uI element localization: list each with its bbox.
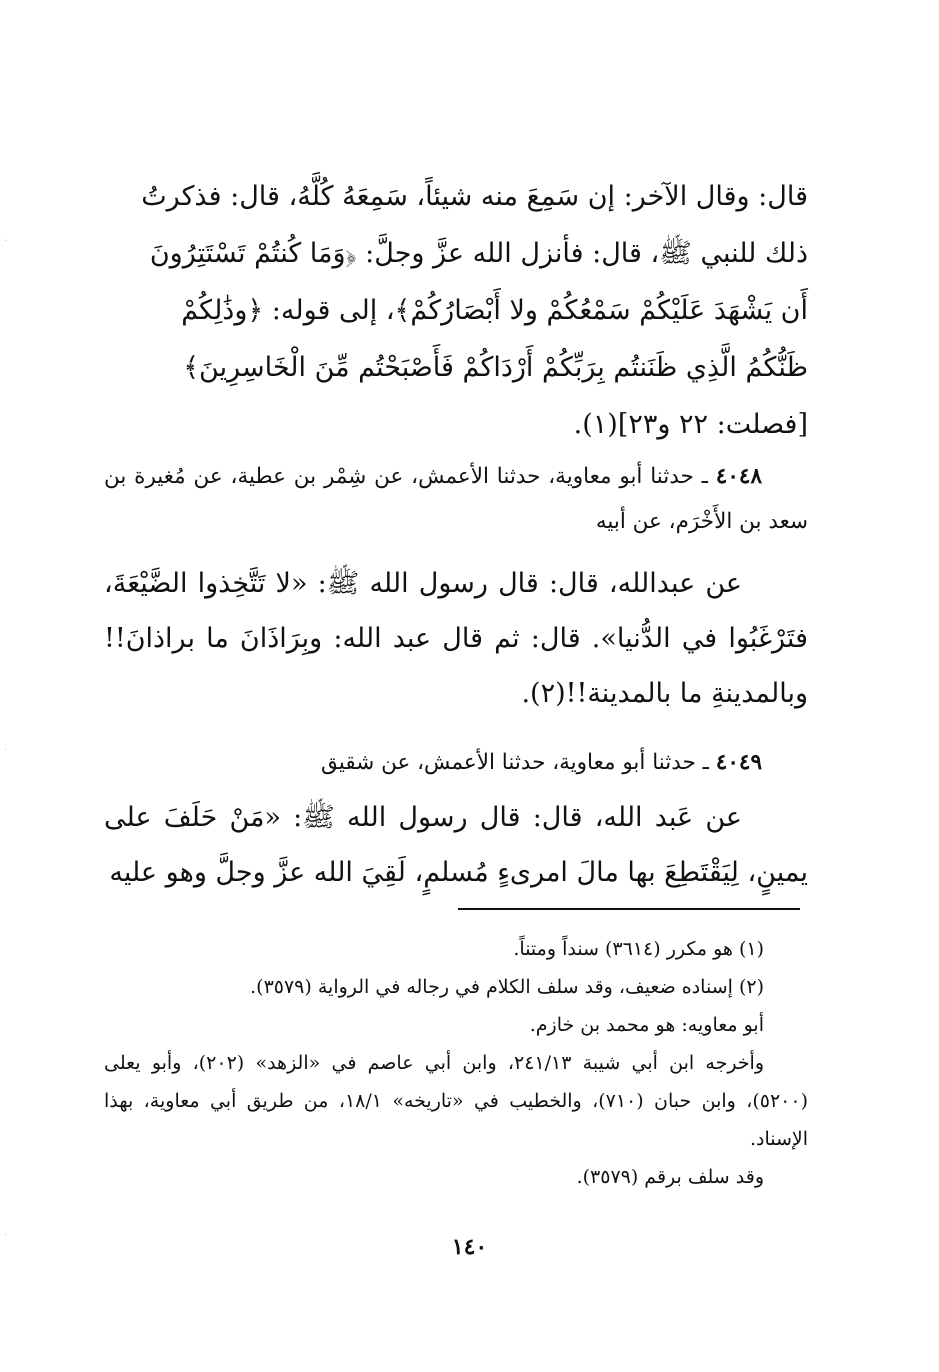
footnote-separator bbox=[458, 908, 800, 910]
hadith-4049-isnad bbox=[104, 740, 808, 785]
hadith-number: ٤٠٤٩ bbox=[715, 750, 762, 775]
hadith-4049-matn bbox=[104, 790, 808, 900]
footnote-2-narrator: أبو معاويه: هو محمد بن خازم. bbox=[529, 1014, 764, 1036]
hadith-4048-isnad bbox=[104, 454, 808, 544]
isnad-chain: ـ حدثنا أبو معاوية، حدثنا الأعمش، عن شقيق bbox=[320, 750, 716, 775]
quran-reference: [فصلت: ٢٢ و٢٣](١). bbox=[573, 409, 808, 440]
footnote-2: (٢) إسناده ضعيف، وقد سلف الكلام في رجاله في الرواية (٣٥٧٩). bbox=[250, 976, 764, 998]
scan-edge-mark: · bbox=[4, 236, 8, 247]
footnote-1: (١) هو مكرر (٣٦١٤) سنداً ومتناً. bbox=[513, 938, 764, 960]
text-line: قال: وقال الآخر: إن سَمِعَ منه شيئاً، سَمِعَهُ كُلَّهُ، قال: فذكرتُ bbox=[141, 181, 808, 212]
isnad-text bbox=[104, 740, 808, 785]
footnote-2-previous: وقد سلف برقم (٣٥٧٩). bbox=[576, 1166, 764, 1188]
matn-text: عن عبدالله، قال: قال رسول الله ﷺ: «لا تَتَّخِذوا الضَّيْعَةَ، فتَرْغَبُوا في الدُّنيا». قال: ثم قال عبد الله: وبِرَاذَانَ ما براذانَ!! وبالمدينةِ ما بالمدينة!!(٢). bbox=[104, 568, 808, 709]
hadith-number: ٤٠٤٨ bbox=[715, 464, 762, 489]
footnotes bbox=[104, 930, 808, 1196]
text-line: أَن يَشْهَدَ عَلَيْكُمْ سَمْعُكُمْ ولا أَبْصَارُكُمْ﴾، إلى قوله: ﴿وذَٰلِكُمْ bbox=[181, 295, 808, 326]
text-line: ذلك للنبي ﷺ، قال: فأنزل الله عزَّ وجلَّ: ﴿وَمَا كُنتُمْ تَسْتَتِرُونَ bbox=[149, 238, 808, 269]
isnad-text bbox=[104, 454, 808, 544]
isnad-chain: ـ حدثنا أبو معاوية، حدثنا الأعمش، عن شِمْر بن عطية، عن مُغيرة بن سعد بن الأَخْرَم، عن أبيه bbox=[104, 464, 808, 534]
text-line: ظَنُّكُمُ الَّذِي ظَنَنتُم بِرَبِّكُمْ أَرْدَاكُمْ فَأَصْبَحْتُم مِّنَ الْخَاسِرِينَ﴾ bbox=[183, 352, 808, 383]
page-number: ١٤٠ bbox=[451, 1234, 488, 1260]
hadith-continuation bbox=[104, 168, 808, 453]
footnote-2-takhrij: وأخرجه ابن أبي شيبة ٢٤١/١٣، وابن أبي عاصم في «الزهد» (٢٠٢)، وأبو يعلى (٥٢٠٠)، وابن حبان (٧١٠)، والخطيب في «تاريخه» ١٨/١، من طريق أبي معاوية، بهذا الإسناد. bbox=[104, 1052, 808, 1150]
scan-edge-mark: · bbox=[4, 745, 8, 756]
matn-text: عن عَبد الله، قال: قال رسول الله ﷺ: «مَنْ حَلَفَ على يمينٍ، لِيَقْتَطِعَ بها مالَ امرىءٍ مُسلمٍ، لَقِيَ الله عزَّ وجلَّ وهو عليه bbox=[104, 802, 808, 888]
scan-edge-mark: · bbox=[4, 1230, 8, 1241]
hadith-4048-matn bbox=[104, 556, 808, 721]
